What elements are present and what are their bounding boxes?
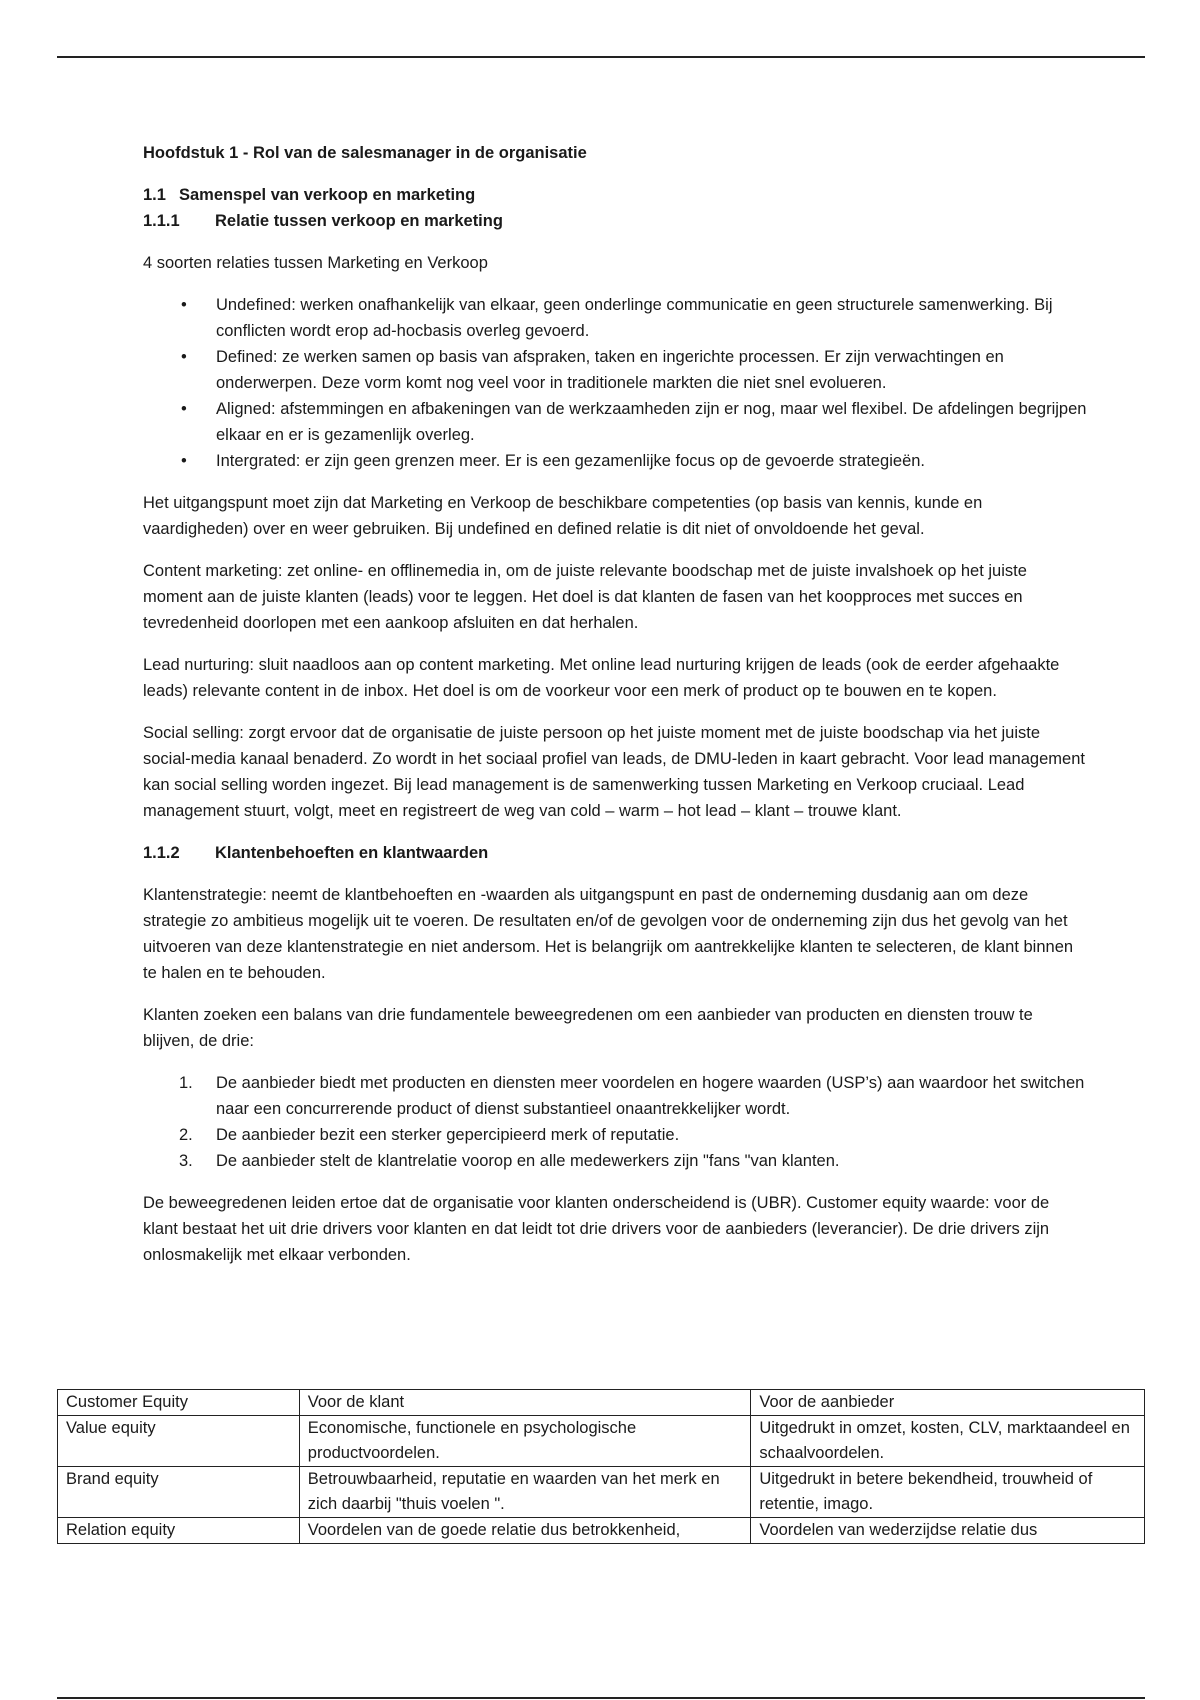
list-item-text: De aanbieder bezit een sterker gepercipieerd merk of reputatie.: [216, 1126, 680, 1144]
table-cell: Uitgedrukt in omzet, kosten, CLV, marktaandeel en schaalvoordelen.: [751, 1416, 1145, 1467]
paragraph-beweegredenen: De beweegredenen leiden ertoe dat de organisatie voor klanten onderscheidend is (UBR). Customer equity waarde: voor de klant bestaat het uit drie drivers voor klanten en dat leidt tot drie drivers voor de aanbieders (leverancier). De drie drivers zijn onlosmakelijk met elkaar verbonden.: [143, 1194, 1050, 1264]
list-item-text: De aanbieder biedt met producten en diensten meer voordelen en hogere waarden (USP’s) aan waardoor het switchen naar een concurrerende product of dienst substantieel onaantrekkelijker wordt.: [216, 1074, 1085, 1118]
relations-list: [143, 292, 1088, 474]
list-item-text: De aanbieder stelt de klantrelatie voorop en alle medewerkers zijn "fans "van klanten.: [216, 1152, 840, 1170]
table-cell: Brand equity: [58, 1467, 300, 1518]
table-row: [58, 1416, 1145, 1467]
list-item-text: Defined: ze werken samen op basis van afspraken, taken en ingerichte processen. Er zijn verwachtingen en onderwerpen. Deze vorm komt nog veel voor in traditionele markten die niet snel evolueren.: [216, 348, 1004, 392]
paragraph-content-marketing: Content marketing: zet online- en offlinemedia in, om de juiste relevante boodschap met de juiste invalshoek op het juiste moment aan de juiste klanten (leads) voor te leggen. Het doel is dat klanten de fasen van het koopproces met succes en tevredenheid doorlopen met een aankoop afsluiten en dat herhalen.: [143, 562, 1027, 632]
list-item-text: Intergrated: er zijn geen grenzen meer. Er is een gezamenlijke focus op de gevoerde strategieën.: [216, 452, 926, 470]
section-title: Klantenbehoeften en klantwaarden: [215, 844, 489, 862]
list-item-text: Aligned: afstemmingen en afbakeningen van de werkzaamheden zijn er nog, maar wel flexibel. De afdelingen begrijpen elkaar en er is gezamenlijk overleg.: [216, 400, 1087, 444]
section-title: Samenspel van verkoop en marketing: [179, 186, 476, 204]
list-number: 3.: [179, 1152, 193, 1170]
list-item-text: Undefined: werken onafhankelijk van elkaar, geen onderlinge communicatie en geen structurele samenwerking. Bij conflicten wordt erop ad-hocbasis overleg gevoerd.: [216, 296, 1053, 340]
list-item: [143, 448, 1088, 474]
section-heading-1-1-1: [143, 208, 1088, 234]
list-item: [143, 344, 1088, 396]
table-cell: Economische, functionele en psychologische productvoordelen.: [299, 1416, 751, 1467]
chapter-title: Hoofdstuk 1 - Rol van de salesmanager in de organisatie: [143, 144, 587, 162]
section-heading-1-1-2: [143, 840, 1088, 866]
paragraph-klantenstrategie: Klantenstrategie: neemt de klantbehoeften en -waarden als uitgangspunt en past de onderneming dusdanig aan om deze strategie zo ambitieus mogelijk uit te voeren. De resultaten en/of de gevolgen voor de onderneming zijn dus het gevolg van het uitvoeren van deze klantenstrategie en niet andersom. Het is belangrijk om aantrekkelijke klanten te selecteren, de klant binnen te halen en te behouden.: [143, 886, 1074, 982]
section-number: 1.1.1: [143, 212, 180, 230]
table-cell: Value equity: [58, 1416, 300, 1467]
section-heading-1-1: [143, 182, 1088, 208]
list-item: [143, 292, 1088, 344]
list-item: [143, 1070, 1088, 1122]
paragraph-balans: Klanten zoeken een balans van drie fundamentele beweegredenen om een aanbieder van producten en diensten trouw te blijven, de drie:: [143, 1006, 1033, 1050]
list-item: [143, 1122, 1088, 1148]
document-body: [143, 140, 1088, 1284]
table-header-row: [58, 1390, 1145, 1416]
section-number: 1.1: [143, 186, 166, 204]
table-row: [58, 1518, 1145, 1544]
table-header-cell: Customer Equity: [58, 1390, 300, 1416]
list-item: [143, 396, 1088, 448]
paragraph-lead-nurturing: Lead nurturing: sluit naadloos aan op content marketing. Met online lead nurturing krijgen de leads (ook de eerder afgehaakte leads) relevante content in de inbox. Het doel is om de voorkeur voor een merk of product op te bouwen en te kopen.: [143, 656, 1060, 700]
reasons-list: [143, 1070, 1088, 1174]
bullet-marker: •: [181, 400, 187, 418]
paragraph-uitgangspunt: Het uitgangspunt moet zijn dat Marketing en Verkoop de beschikbare competenties (op basis van kennis, kunde en vaardigheden) over en weer gebruiken. Bij undefined en defined relatie is dit niet of onvoldoende het geval.: [143, 494, 983, 538]
table-cell: Betrouwbaarheid, reputatie en waarden van het merk en zich daarbij "thuis voelen ".: [299, 1467, 751, 1518]
list-number: 2.: [179, 1126, 193, 1144]
bullet-marker: •: [181, 452, 187, 470]
table-cell: Relation equity: [58, 1518, 300, 1544]
table-row: [58, 1467, 1145, 1518]
table-cell: Voordelen van wederzijdse relatie dus: [751, 1518, 1145, 1544]
customer-equity-table: [57, 1389, 1145, 1544]
section-number: 1.1.2: [143, 844, 180, 862]
section-title: Relatie tussen verkoop en marketing: [215, 212, 503, 230]
list-number: 1.: [179, 1074, 193, 1092]
bullet-marker: •: [181, 348, 187, 366]
header-rule: [57, 56, 1145, 58]
table-cell: Uitgedrukt in betere bekendheid, trouwheid of retentie, imago.: [751, 1467, 1145, 1518]
list-item: [143, 1148, 1088, 1174]
table-header-cell: Voor de aanbieder: [751, 1390, 1145, 1416]
bullet-marker: •: [181, 296, 187, 314]
relations-intro: 4 soorten relaties tussen Marketing en Verkoop: [143, 254, 488, 272]
table-header-cell: Voor de klant: [299, 1390, 751, 1416]
paragraph-social-selling: Social selling: zorgt ervoor dat de organisatie de juiste persoon op het juiste moment met de juiste boodschap via het juiste social-media kanaal benaderd. Zo wordt in het sociaal profiel van leads, de DMU-leden in kaart gebracht. Voor lead management kan social selling worden ingezet. Bij lead management is de samenwerking tussen Marketing en Verkoop cruciaal. Lead management stuurt, volgt, meet en registreert de weg van cold – warm – hot lead – klant – trouwe klant.: [143, 724, 1085, 820]
footer-rule: [57, 1697, 1145, 1699]
table-cell: Voordelen van de goede relatie dus betrokkenheid,: [299, 1518, 751, 1544]
